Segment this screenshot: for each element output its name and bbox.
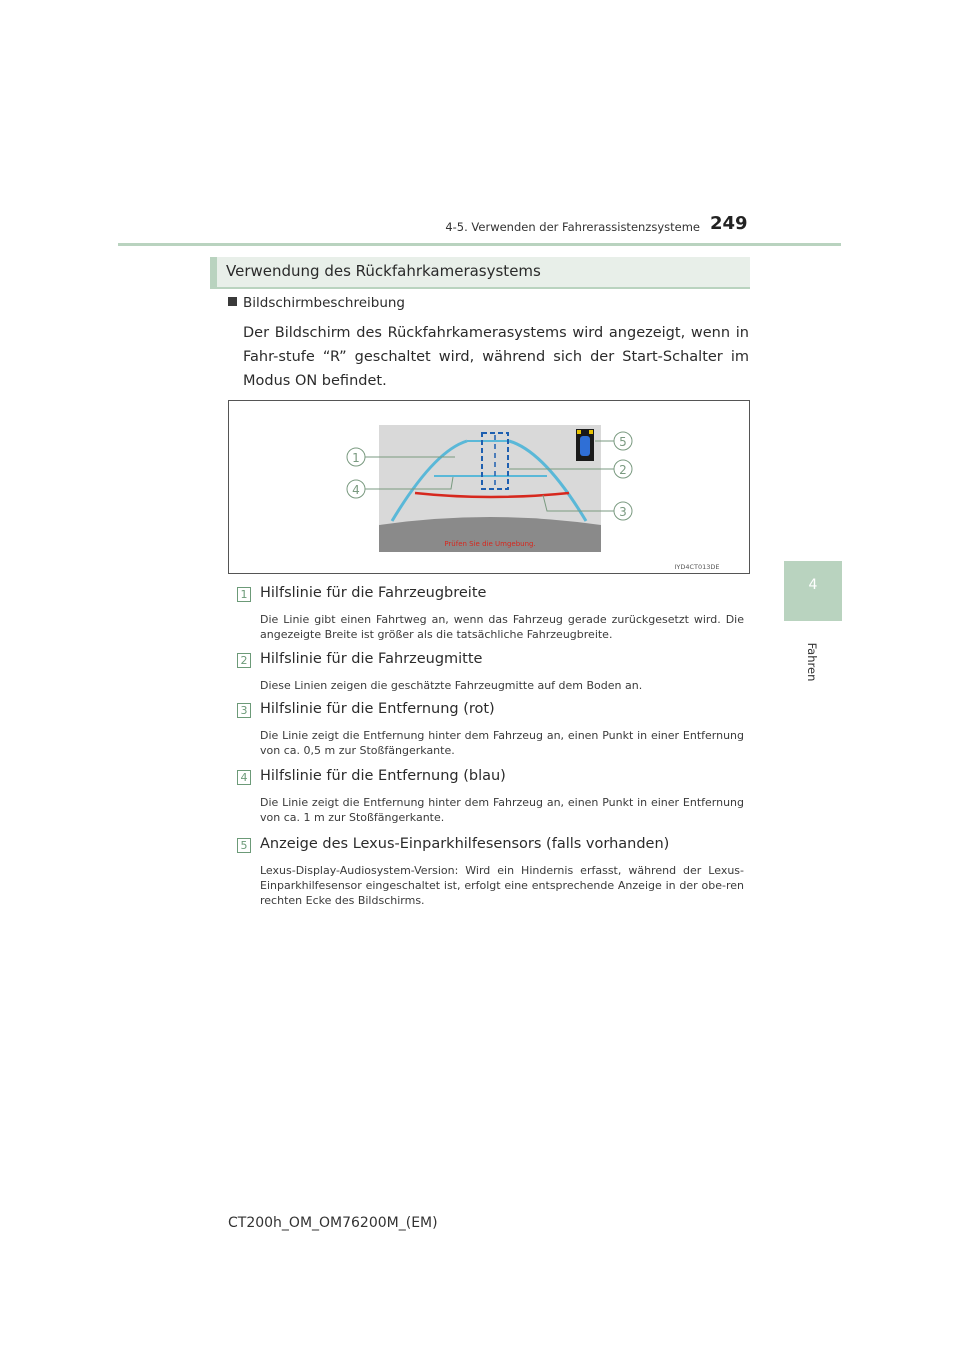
svg-text:4: 4 (352, 483, 360, 497)
subsection-title: Bildschirmbeschreibung (243, 295, 406, 311)
list-item (237, 836, 757, 916)
item-description: Lexus-Display-Audiosystem-Version: Wird ein Hindernis erfasst, während der Lexus-Einparkhilfesensor eingeschaltet ist, erfolgt eine entsprechende Anzeige in der obe-ren rechten Ecke des Bildschirms. (260, 864, 744, 907)
callout-5 (614, 432, 632, 450)
camera-screen-illustration (229, 401, 751, 575)
screen-message: Prüfen Sie die Umgebung. (444, 540, 536, 548)
item-title: Hilfslinie für die Fahrzeugbreite (260, 585, 487, 601)
page-number: 249 (710, 213, 748, 234)
item-number-badge: 5 (237, 838, 251, 853)
callout-2 (614, 460, 632, 478)
image-code: IYD4CT013DE (674, 563, 720, 571)
item-title: Anzeige des Lexus-Einparkhilfesensors (falls vorhanden) (260, 836, 670, 852)
callout-3 (614, 502, 632, 520)
item-number-badge: 1 (237, 587, 251, 602)
item-title: Hilfslinie für die Entfernung (rot) (260, 701, 495, 717)
camera-figure (228, 400, 750, 574)
svg-text:2: 2 (619, 463, 627, 477)
subsection-heading (228, 295, 405, 311)
section-title: Verwendung des Rückfahrkamerasystems (226, 262, 541, 280)
footer-doc-code: CT200h_OM_OM76200M_(EM) (228, 1215, 438, 1231)
header-rule (118, 243, 841, 246)
section-heading-bar (210, 257, 750, 289)
svg-text:3: 3 (619, 505, 627, 519)
svg-text:1: 1 (352, 451, 360, 465)
sensor-indicator-left (577, 430, 581, 434)
item-description: Die Linie zeigt die Entfernung hinter dem Fahrzeug an, einen Punkt in einer Entfernung von ca. 1 m zur Stoßfängerkante. (260, 796, 744, 824)
header-section-title: 4-5. Verwenden der Fahrerassistenzsysteme (445, 220, 700, 234)
svg-text:5: 5 (619, 435, 627, 449)
list-item (237, 701, 757, 761)
chapter-tab (784, 561, 842, 621)
item-title: Hilfslinie für die Entfernung (blau) (260, 768, 506, 784)
item-description: Die Linie zeigt die Entfernung hinter dem Fahrzeug an, einen Punkt in einer Entfernung von ca. 0,5 m zur Stoßfängerkante. (260, 729, 744, 757)
intro-paragraph: Der Bildschirm des Rückfahrkamerasystems wird angezeigt, wenn in Fahr-stufe “R” geschaltet wird, während sich der Start-Schalter im Modus ON befindet. (243, 325, 749, 389)
callout-1 (347, 448, 365, 466)
sensor-indicator-right (589, 430, 593, 434)
section-accent (210, 257, 217, 287)
sensor-car-icon (580, 436, 590, 456)
chapter-number: 4 (808, 577, 818, 593)
chapter-label: Fahren (805, 642, 819, 682)
item-number-badge: 3 (237, 703, 251, 718)
item-description: Diese Linien zeigen die geschätzte Fahrzeugmitte auf dem Boden an. (260, 679, 643, 692)
bullet-square-icon (228, 297, 237, 306)
item-number-badge: 2 (237, 653, 251, 668)
item-number-badge: 4 (237, 770, 251, 785)
list-item (237, 651, 757, 696)
item-title: Hilfslinie für die Fahrzeugmitte (260, 651, 483, 667)
list-item (237, 768, 757, 828)
list-item (237, 585, 757, 645)
item-description: Die Linie gibt einen Fahrtweg an, wenn das Fahrzeug gerade zurückgesetzt wird. Die angezeigte Breite ist größer als die tatsächliche Fahrzeugbreite. (260, 613, 744, 641)
callout-4 (347, 480, 365, 498)
